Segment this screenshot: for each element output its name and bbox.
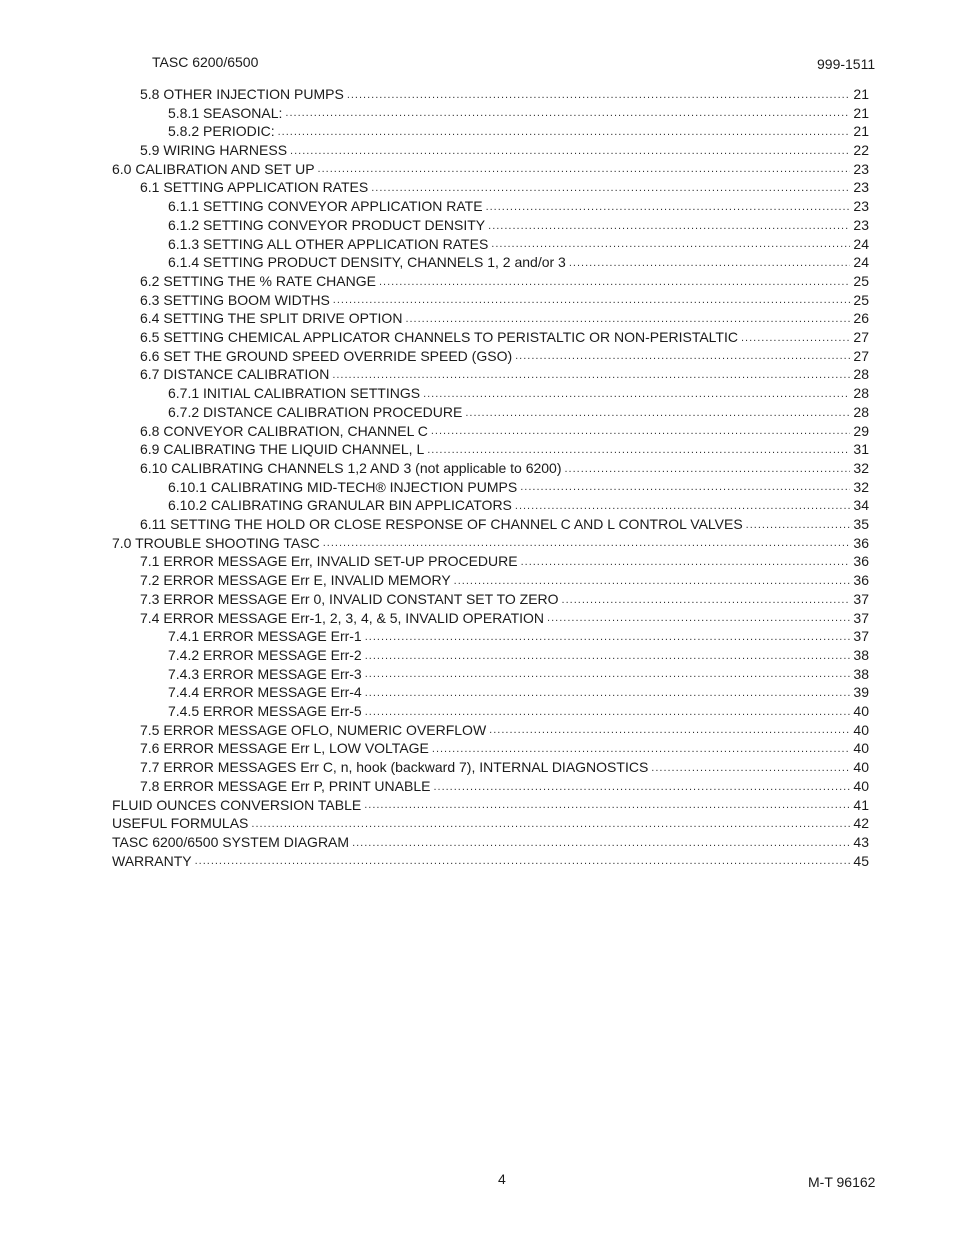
toc-entry bbox=[140, 141, 869, 160]
toc-entry-title: 7.4.5 ERROR MESSAGE Err-5 bbox=[168, 703, 362, 720]
toc-entry bbox=[140, 422, 869, 441]
toc-dot-leader bbox=[432, 742, 850, 758]
toc-dot-leader bbox=[323, 536, 850, 552]
toc-entry bbox=[168, 683, 869, 702]
toc-entry-page: 28 bbox=[853, 366, 869, 383]
toc-dot-leader bbox=[521, 555, 850, 571]
toc-entry bbox=[140, 609, 869, 628]
toc-entry bbox=[168, 253, 869, 272]
toc-dot-leader bbox=[651, 761, 850, 777]
toc-entry bbox=[112, 852, 869, 871]
toc-entry-page: 40 bbox=[853, 721, 869, 738]
toc-entry bbox=[168, 403, 869, 422]
toc-dot-leader bbox=[365, 667, 850, 683]
toc-dot-leader bbox=[332, 368, 850, 384]
toc-entry-page: 32 bbox=[853, 478, 869, 495]
toc-entry-title: 5.8 OTHER INJECTION PUMPS bbox=[140, 85, 344, 102]
toc-entry-page: 43 bbox=[853, 833, 869, 850]
toc-entry-title: 7.8 ERROR MESSAGE Err P, PRINT UNABLE bbox=[140, 777, 431, 794]
toc-entry-page: 21 bbox=[853, 104, 869, 121]
toc-entry bbox=[140, 366, 869, 385]
toc-entry-title: 6.1.2 SETTING CONVEYOR PRODUCT DENSITY bbox=[168, 216, 486, 233]
toc-entry bbox=[168, 122, 869, 141]
toc-entry-page: 38 bbox=[853, 646, 869, 663]
toc-entry-page: 25 bbox=[853, 272, 869, 289]
toc-entry-title: 6.0 CALIBRATION AND SET UP bbox=[112, 160, 315, 177]
toc-entry bbox=[140, 272, 869, 291]
toc-entry bbox=[140, 553, 869, 572]
toc-entry bbox=[140, 740, 869, 759]
toc-dot-leader bbox=[491, 237, 850, 253]
toc-entry-title: 6.1.3 SETTING ALL OTHER APPLICATION RATES bbox=[168, 235, 489, 252]
toc-dot-leader bbox=[562, 593, 850, 609]
toc-entry-page: 42 bbox=[853, 815, 869, 832]
toc-entry bbox=[168, 197, 869, 216]
toc-entry bbox=[140, 571, 869, 590]
toc-dot-leader bbox=[364, 798, 850, 814]
toc-entry-title: 6.6 SET THE GROUND SPEED OVERRIDE SPEED (GSO) bbox=[140, 347, 513, 364]
toc-entry-page: 37 bbox=[853, 609, 869, 626]
toc-dot-leader bbox=[515, 499, 850, 515]
toc-dot-leader bbox=[741, 331, 850, 347]
toc-entry bbox=[140, 758, 869, 777]
toc-dot-leader bbox=[379, 275, 850, 291]
toc-entry bbox=[168, 235, 869, 254]
toc-entry-title: 6.9 CALIBRATING THE LIQUID CHANNEL, L bbox=[140, 441, 425, 458]
toc-entry-page: 29 bbox=[853, 422, 869, 439]
toc-entry-page: 28 bbox=[853, 403, 869, 420]
toc-dot-leader bbox=[371, 181, 850, 197]
toc-dot-leader bbox=[195, 854, 850, 870]
toc-entry-page: 38 bbox=[853, 665, 869, 682]
toc-entry bbox=[112, 160, 869, 179]
toc-entry bbox=[140, 440, 869, 459]
toc-entry bbox=[140, 590, 869, 609]
toc-dot-leader bbox=[365, 649, 850, 665]
toc-entry-page: 24 bbox=[853, 254, 869, 271]
toc-dot-leader bbox=[520, 480, 850, 496]
toc-entry bbox=[140, 179, 869, 198]
toc-entry-title: 7.4.2 ERROR MESSAGE Err-2 bbox=[168, 646, 362, 663]
toc-dot-leader bbox=[423, 387, 850, 403]
toc-entry-title: 7.3 ERROR MESSAGE Err 0, INVALID CONSTANT SET TO ZERO bbox=[140, 590, 559, 607]
toc-entry-page: 21 bbox=[853, 123, 869, 140]
toc-entry bbox=[112, 814, 869, 833]
toc-entry-title: 6.10 CALIBRATING CHANNELS 1,2 AND 3 (not applicable to 6200) bbox=[140, 459, 562, 476]
toc-dot-leader bbox=[486, 200, 850, 216]
toc-entry-title: 7.0 TROUBLE SHOOTING TASC bbox=[112, 534, 320, 551]
toc-entry-title: 7.4.1 ERROR MESSAGE Err-1 bbox=[168, 628, 362, 645]
toc-entry-title: 6.4 SETTING THE SPLIT DRIVE OPTION bbox=[140, 310, 403, 327]
toc-entry-page: 21 bbox=[853, 85, 869, 102]
toc-entry-page: 39 bbox=[853, 684, 869, 701]
toc-dot-leader bbox=[547, 611, 850, 627]
toc-entry-page: 23 bbox=[853, 160, 869, 177]
toc-entry bbox=[168, 496, 869, 515]
toc-entry-page: 40 bbox=[853, 703, 869, 720]
toc-entry-page: 37 bbox=[853, 628, 869, 645]
toc-entry bbox=[140, 515, 869, 534]
toc-entry-page: 36 bbox=[853, 534, 869, 551]
toc-entry-page: 34 bbox=[853, 497, 869, 514]
toc-entry-page: 23 bbox=[853, 179, 869, 196]
toc-entry-title: 6.2 SETTING THE % RATE CHANGE bbox=[140, 272, 376, 289]
toc-entry bbox=[112, 796, 869, 815]
toc-entry bbox=[168, 478, 869, 497]
toc-entry-title: 6.10.2 CALIBRATING GRANULAR BIN APPLICATORS bbox=[168, 497, 512, 514]
toc-entry-title: TASC 6200/6500 SYSTEM DIAGRAM bbox=[112, 833, 350, 850]
toc-entry-page: 40 bbox=[853, 740, 869, 757]
toc-entry-title: 5.8.2 PERIODIC: bbox=[168, 123, 275, 140]
toc-entry-title: 6.10.1 CALIBRATING MID-TECH® INJECTION PUMPS bbox=[168, 478, 518, 495]
toc-entry-title: 7.1 ERROR MESSAGE Err, INVALID SET-UP PROCEDURE bbox=[140, 553, 518, 570]
toc-entry-page: 28 bbox=[853, 385, 869, 402]
toc-entry-title: 5.8.1 SEASONAL: bbox=[168, 104, 283, 121]
toc-entry-title: 6.1.4 SETTING PRODUCT DENSITY, CHANNELS 1, 2 and/or 3 bbox=[168, 254, 566, 271]
toc-entry bbox=[140, 291, 869, 310]
toc-dot-leader bbox=[515, 349, 850, 365]
toc-entry-page: 45 bbox=[853, 852, 869, 869]
toc-dot-leader bbox=[278, 125, 850, 141]
toc-entry-title: 6.1 SETTING APPLICATION RATES bbox=[140, 179, 369, 196]
toc-entry bbox=[168, 646, 869, 665]
toc-entry-title: WARRANTY bbox=[112, 852, 192, 869]
toc-entry bbox=[168, 384, 869, 403]
toc-dot-leader bbox=[454, 574, 850, 590]
toc-entry-title: 7.2 ERROR MESSAGE Err E, INVALID MEMORY bbox=[140, 572, 451, 589]
header-doc-number: 999-1511 bbox=[817, 56, 876, 72]
toc-dot-leader bbox=[427, 443, 850, 459]
toc-entry-title: 6.7 DISTANCE CALIBRATION bbox=[140, 366, 330, 383]
toc-entry bbox=[168, 665, 869, 684]
toc-entry-title: FLUID OUNCES CONVERSION TABLE bbox=[112, 796, 362, 813]
toc-dot-leader bbox=[290, 144, 850, 160]
toc-entry bbox=[112, 534, 869, 553]
toc-dot-leader bbox=[488, 219, 850, 235]
toc-entry bbox=[140, 347, 869, 366]
toc-dot-leader bbox=[405, 312, 850, 328]
toc-entry-title: 7.4 ERROR MESSAGE Err-1, 2, 3, 4, & 5, INVALID OPERATION bbox=[140, 609, 545, 626]
footer-doc-code: M-T 96162 bbox=[808, 1174, 876, 1190]
toc-dot-leader bbox=[333, 293, 850, 309]
toc-entry-page: 40 bbox=[853, 759, 869, 776]
toc-dot-leader bbox=[746, 518, 850, 534]
toc-entry-title: 7.6 ERROR MESSAGE Err L, LOW VOLTAGE bbox=[140, 740, 429, 757]
toc-entry-title: 6.7.1 INITIAL CALIBRATION SETTINGS bbox=[168, 385, 421, 402]
toc-entry-title: 5.9 WIRING HARNESS bbox=[140, 142, 288, 159]
toc-dot-leader bbox=[569, 256, 850, 272]
toc-dot-leader bbox=[365, 705, 850, 721]
toc-entry-title: 6.1.1 SETTING CONVEYOR APPLICATION RATE bbox=[168, 198, 483, 215]
toc-entry bbox=[168, 627, 869, 646]
toc-dot-leader bbox=[285, 106, 850, 122]
toc-entry-page: 36 bbox=[853, 572, 869, 589]
toc-entry-title: 6.7.2 DISTANCE CALIBRATION PROCEDURE bbox=[168, 403, 463, 420]
toc-entry-page: 41 bbox=[853, 796, 869, 813]
toc-entry-title: 6.11 SETTING THE HOLD OR CLOSE RESPONSE OF CHANNEL C AND L CONTROL VALVES bbox=[140, 516, 743, 533]
toc-entry-title: 7.5 ERROR MESSAGE OFLO, NUMERIC OVERFLOW bbox=[140, 721, 487, 738]
toc-entry-page: 23 bbox=[853, 216, 869, 233]
toc-entry-page: 31 bbox=[853, 441, 869, 458]
toc-entry-title: 7.4.3 ERROR MESSAGE Err-3 bbox=[168, 665, 362, 682]
toc-entry-title: 6.3 SETTING BOOM WIDTHS bbox=[140, 291, 330, 308]
toc-entry-page: 27 bbox=[853, 329, 869, 346]
toc-entry bbox=[112, 833, 869, 852]
toc-entry-page: 25 bbox=[853, 291, 869, 308]
toc-entry-page: 24 bbox=[853, 235, 869, 252]
toc-dot-leader bbox=[433, 780, 850, 796]
toc-entry bbox=[168, 216, 869, 235]
toc-dot-leader bbox=[365, 686, 850, 702]
toc-entry bbox=[140, 459, 869, 478]
toc-dot-leader bbox=[352, 836, 850, 852]
toc-dot-leader bbox=[465, 406, 850, 422]
toc-entry-title: 6.5 SETTING CHEMICAL APPLICATOR CHANNELS TO PERISTALTIC OR NON-PERISTALTIC bbox=[140, 329, 738, 346]
toc-entry-title: USEFUL FORMULAS bbox=[112, 815, 249, 832]
toc-entry-page: 26 bbox=[853, 310, 869, 327]
header-doc-title: TASC 6200/6500 bbox=[152, 54, 259, 70]
toc-entry-page: 35 bbox=[853, 516, 869, 533]
toc-entry-page: 27 bbox=[853, 347, 869, 364]
toc-entry-page: 32 bbox=[853, 459, 869, 476]
footer-page-number: 4 bbox=[498, 1171, 506, 1187]
toc-dot-leader bbox=[565, 462, 851, 478]
toc-dot-leader bbox=[431, 424, 850, 440]
toc-entry bbox=[140, 85, 869, 104]
toc-dot-leader bbox=[365, 630, 850, 646]
toc-entry bbox=[140, 721, 869, 740]
toc-entry bbox=[140, 309, 869, 328]
toc-dot-leader bbox=[347, 88, 850, 104]
toc-dot-leader bbox=[489, 723, 850, 739]
toc-entry-page: 37 bbox=[853, 590, 869, 607]
toc-entry bbox=[168, 104, 869, 123]
toc-entry bbox=[168, 702, 869, 721]
toc-entry-page: 40 bbox=[853, 777, 869, 794]
toc-entry-title: 7.7 ERROR MESSAGES Err C, n, hook (backward 7), INTERNAL DIAGNOSTICS bbox=[140, 759, 649, 776]
toc-entry-page: 22 bbox=[853, 142, 869, 159]
toc-dot-leader bbox=[318, 162, 850, 178]
toc-entry bbox=[140, 328, 869, 347]
toc-entry-title: 7.4.4 ERROR MESSAGE Err-4 bbox=[168, 684, 362, 701]
toc-entry-title: 6.8 CONVEYOR CALIBRATION, CHANNEL C bbox=[140, 422, 428, 439]
toc-dot-leader bbox=[251, 817, 850, 833]
toc-entry-page: 23 bbox=[853, 198, 869, 215]
toc-entry bbox=[140, 777, 869, 796]
toc-entry-page: 36 bbox=[853, 553, 869, 570]
